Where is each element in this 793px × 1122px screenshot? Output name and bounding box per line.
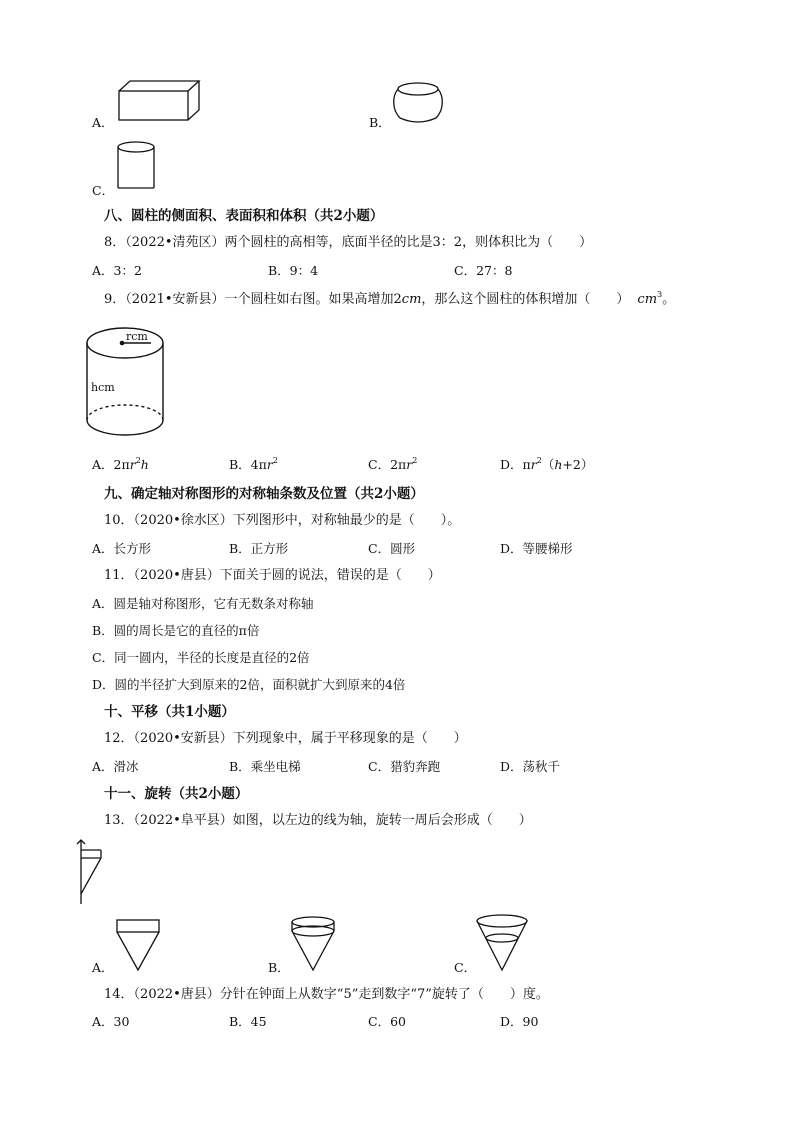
q11-option-b: B．圆的周长是它的直径的π倍	[92, 623, 260, 638]
q9-option-c-text: C．2π	[368, 457, 407, 472]
q9-option-a-text: A．2π	[92, 457, 130, 472]
q9-stem-exponent: 3	[657, 290, 663, 299]
q9-option-d-tail: +2）	[562, 457, 594, 472]
q9-option-a	[92, 456, 149, 474]
q10-option-d: D．等腰梯形	[500, 541, 573, 556]
q12-option-b: B．乘坐电梯	[229, 759, 301, 774]
q7-option-c-cylinder-figure	[117, 140, 157, 192]
q13-option-a-figure	[115, 918, 163, 972]
q9-option-a-exp: 2	[135, 456, 141, 465]
q13-option-b-label: B．	[268, 960, 290, 975]
q14-option-a: A．30	[92, 1014, 130, 1029]
q7-option-a-cuboid-figure	[118, 80, 202, 122]
q8-option-c: C．27：8	[454, 263, 513, 278]
q11-stem: 11．（2020•唐县）下面关于圆的说法，错误的是（ ）	[104, 568, 441, 583]
q11-option-c: C．同一圆内，半径的长度是直径的2倍	[92, 650, 310, 665]
q9-option-d-exp: 2	[536, 456, 542, 465]
section-10-heading: 十、平移（共1小题）	[104, 704, 235, 720]
q13-option-c-label: C．	[454, 960, 477, 975]
q7-option-b-drum-figure	[391, 80, 447, 124]
q9-stem	[104, 291, 675, 309]
q14-option-d: D．90	[500, 1014, 539, 1029]
q14-option-c: C．60	[368, 1014, 406, 1029]
q9-option-b-exp: 2	[272, 456, 278, 465]
q8-option-b: B．9：4	[268, 263, 319, 278]
q10-option-b: B．正方形	[229, 541, 289, 556]
q12-option-c: C．猎豹奔跑	[368, 759, 441, 774]
q9-stem-unit: cm	[401, 292, 422, 307]
q13-option-c-figure	[474, 913, 534, 973]
section-9-heading: 九、确定轴对称图形的对称轴条数及位置（共2小题）	[104, 486, 424, 502]
q9-option-d-paren: （	[541, 457, 555, 472]
q9-radius-label: rcm	[126, 330, 148, 343]
q7-option-a-label: A．	[92, 115, 114, 130]
q7-option-c-label: C．	[92, 183, 115, 198]
q9-option-b-var: r	[266, 457, 273, 472]
q12-option-a: A．滑冰	[92, 759, 139, 774]
q9-option-c-exp: 2	[412, 456, 418, 465]
q8-stem: 8．（2022•清苑区）两个圆柱的高相等，底面半径的比是3：2，则体积比为（ ）	[104, 235, 593, 250]
q9-option-a-var2: h	[140, 457, 149, 472]
q12-option-d: D．荡秋千	[500, 759, 561, 774]
q10-stem: 10．（2020•徐水区）下列图形中，对称轴最少的是（ ）。	[104, 513, 461, 528]
q13-option-a-label: A．	[92, 960, 114, 975]
q12-stem: 12．（2020•安新县）下列现象中，属于平移现象的是（ ）	[104, 731, 467, 746]
q14-option-b: B．45	[229, 1014, 267, 1029]
q13-rotation-shape-figure	[76, 838, 106, 906]
q9-stem-unit: cm	[637, 292, 658, 307]
section-8-heading: 八、圆柱的侧面积、表面积和体积（共2小题）	[104, 208, 384, 224]
q9-stem-part: 。	[662, 292, 676, 307]
section-11-heading: 十一、旋转（共2小题）	[104, 786, 249, 802]
q9-option-a-var: r	[129, 457, 136, 472]
q9-option-c	[368, 456, 417, 474]
q13-stem: 13．（2022•阜平县）如图，以左边的线为轴，旋转一周后会形成（ ）	[104, 813, 532, 828]
q11-option-d: D．圆的半径扩大到原来的2倍，面积就扩大到原来的4倍	[92, 677, 406, 692]
q7-option-b-label: B．	[369, 115, 391, 130]
q14-stem: 14．（2022•唐县）分针在钟面上从数字“5”走到数字“7”旋转了（ ）度。	[104, 987, 549, 1002]
q9-option-d-var2: h	[554, 457, 563, 472]
q9-option-d	[500, 456, 593, 474]
q9-stem-part: ，那么这个圆柱的体积增加（ ）	[421, 292, 630, 307]
q10-option-c: C．圆形	[368, 541, 416, 556]
q9-option-d-text: D．π	[500, 457, 531, 472]
q9-option-c-var: r	[406, 457, 413, 472]
q9-option-b	[229, 456, 278, 474]
q13-option-b-figure	[289, 915, 339, 973]
q10-option-a: A．长方形	[92, 541, 152, 556]
q11-option-a: A．圆是轴对称图形，它有无数条对称轴	[92, 596, 314, 611]
q9-height-label: hcm	[91, 381, 115, 394]
q9-stem-part: 9．（2021•安新县）一个圆柱如右图。如果高增加2	[104, 292, 402, 307]
q9-option-b-text: B．4π	[229, 457, 267, 472]
q8-option-a: A．3：2	[92, 263, 142, 278]
q9-option-d-var: r	[530, 457, 537, 472]
